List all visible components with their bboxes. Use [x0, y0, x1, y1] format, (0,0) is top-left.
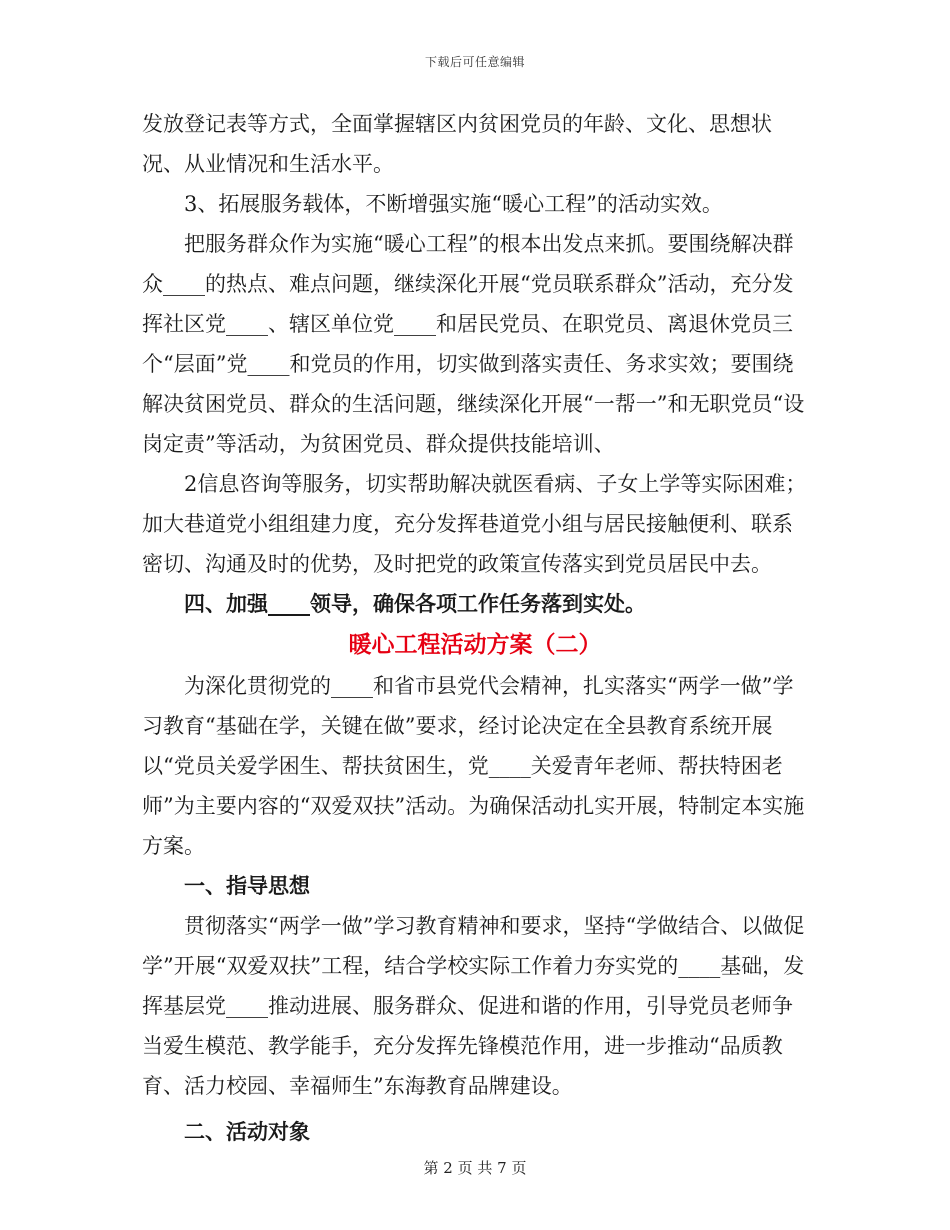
paragraph-registration: 发放登记表等方式，全面掌握辖区内贫困党员的年龄、文化、思想状况、从业情况和生活水平。 — [142, 112, 772, 176]
section-title: 暖心工程活动方案（二） — [348, 631, 602, 658]
heading-strengthen-leadership: 四、加强____领导，确保各项工作任务落到实处。 — [184, 591, 646, 616]
heading-guiding-ideology: 一、指导思想 — [184, 873, 310, 898]
paragraph-intro: 为深化贯彻党的____和省市县党代会精神，扎实落实“两学一做”学习教育“基础在学，关键在做”要求，经讨论决定在全县教育系统开展以“党员关爱学困生、帮扶贫困生，党____关爱青年老师、帮扶特困老师”为主要内容的“双爱双扶”活动。为确保活动扎实开展，特制定本实施方案。 — [142, 674, 805, 858]
header-note: 下载后可任意编辑 — [424, 55, 525, 69]
heading-activity-target: 二、活动对象 — [184, 1119, 310, 1144]
document-body — [142, 104, 808, 1152]
paragraph-guiding-ideology: 贯彻落实“两学一做”学习教育精神和要求，坚持“学做结合、以做促学”开展“双爱双扶”工程，结合学校实际工作着力夯实党的____基础，发挥基层党____推动进展、服务群众、促进和谐的作用，引导党员老师争当爱生模范、教学能手，充分发挥先锋模范作用，进一步推动“品质教育、活力校园、幸福师生”东海教育品牌建设。 — [142, 914, 805, 1098]
paragraph-service-carrier: 3、拓展服务载体，不断增强实施“暖心工程”的活动实效。 — [184, 192, 723, 216]
page-number: 第 2 页 共 7 页 — [423, 1159, 527, 1177]
paragraph-info-consulting: 2信息咨询等服务，切实帮助解决就医看病、子女上学等实际困难；加大巷道党小组组建力度，充分发挥巷道党小组与居民接触便利、联系密切、沟通及时的优势，及时把党的政策宣传落实到党员居民中去。 — [142, 472, 807, 576]
paragraph-serve-masses: 把服务群众作为实施“暖心工程”的根本出发点来抓。要围绕解决群众____的热点、难点问题，继续深化开展“党员联系群众”活动，充分发挥社区党____、辖区单位党____和居民党员、在职党员、离退休党员三个“层面”党____和党员的作用，切实做到落实责任、务求实效；要围绕解决贫困党员、群众的生活问题，继续深化开展“一帮一”和无职党员“设岗定责”等活动，为贫困党员、群众提供技能培训、 — [142, 232, 805, 456]
